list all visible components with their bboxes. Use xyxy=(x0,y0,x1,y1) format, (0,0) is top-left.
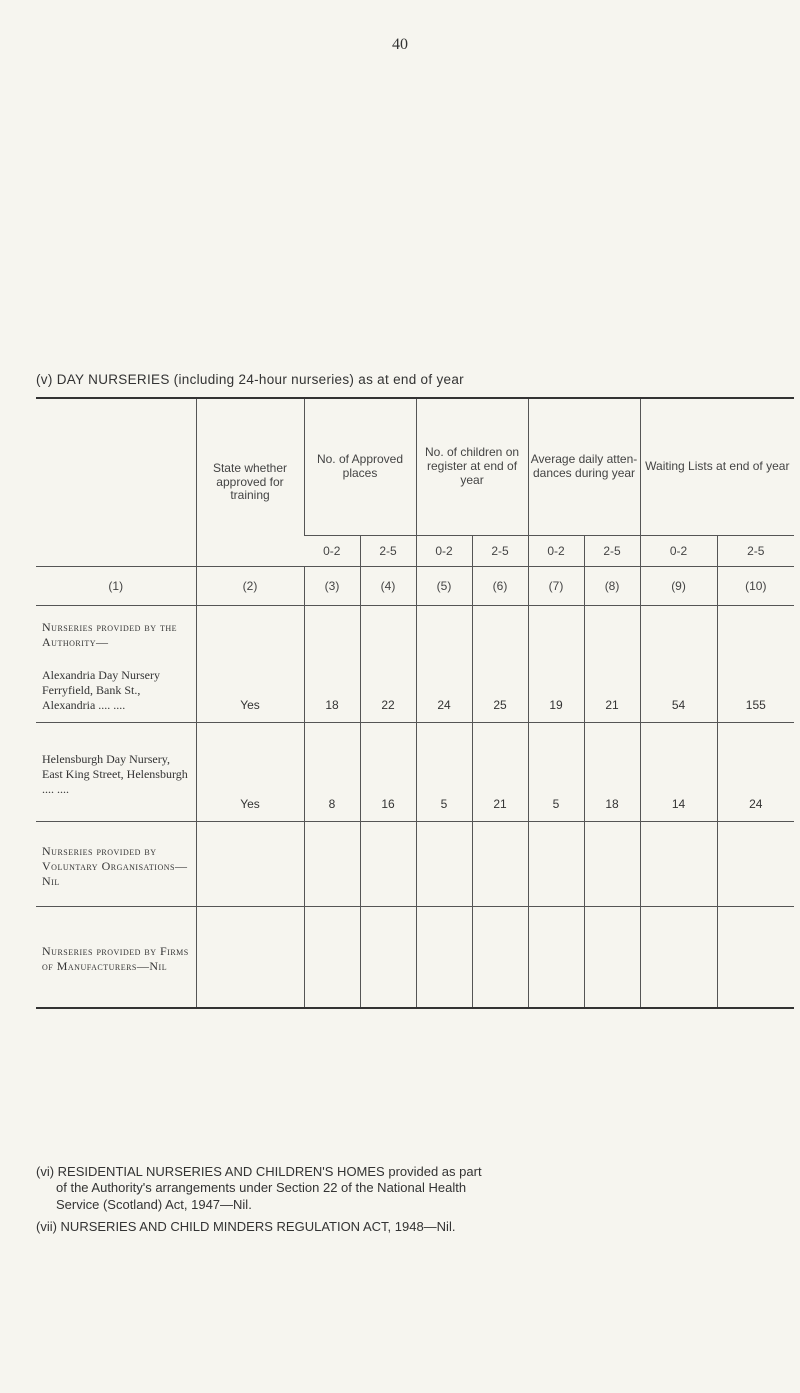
empty-cell xyxy=(472,907,528,1009)
age-header-register-0-2: 0-2 xyxy=(416,536,472,567)
approved-for-training-cell: Yes xyxy=(196,723,304,822)
empty-cell xyxy=(584,822,640,907)
attendance-0-2-cell: 5 xyxy=(528,723,584,822)
page-number: 40 xyxy=(392,36,408,53)
age-header-waiting-2-5: 2-5 xyxy=(717,536,794,567)
table-row-alexandria xyxy=(36,606,794,723)
header-waiting-lists: Waiting Lists at end of year xyxy=(640,398,794,536)
waiting-2-5-cell: 24 xyxy=(717,723,794,822)
column-number: (1) xyxy=(36,567,196,606)
waiting-0-2-cell: 54 xyxy=(640,606,717,723)
empty-cell xyxy=(416,822,472,907)
register-0-2-cell: 5 xyxy=(416,723,472,822)
empty-cell xyxy=(528,907,584,1009)
category-manufacturers-text: Nurseries provided by Firms of Manufacturers—Nil xyxy=(42,944,189,973)
empty-cell xyxy=(584,907,640,1009)
table-row-helensburgh xyxy=(36,723,794,822)
empty-cell xyxy=(416,907,472,1009)
column-number-row xyxy=(36,567,794,606)
table-row-manufacturers xyxy=(36,907,794,1009)
footnote-child-minders-act: (vii) NURSERIES AND CHILD MINDERS REGULATION ACT, 1948—Nil. xyxy=(36,1219,456,1234)
empty-cell xyxy=(360,907,416,1009)
empty-cell xyxy=(717,822,794,907)
empty-cell xyxy=(528,822,584,907)
empty-cell xyxy=(717,907,794,1009)
footnote-residential-nurseries xyxy=(36,1164,796,1213)
register-2-5-cell: 21 xyxy=(472,723,528,822)
waiting-2-5-cell: 155 xyxy=(717,606,794,723)
column-number: (4) xyxy=(360,567,416,606)
table-row-voluntary xyxy=(36,822,794,907)
category-voluntary-label xyxy=(36,822,196,907)
header-average-attendance: Average daily atten- dances during year xyxy=(528,398,640,536)
row-label-alexandria xyxy=(36,606,196,723)
age-header-places-2-5: 2-5 xyxy=(360,536,416,567)
day-nurseries-table xyxy=(36,397,794,1009)
empty-cell xyxy=(640,907,717,1009)
footnote-vi-line-3: Service (Scotland) Act, 1947—Nil. xyxy=(56,1196,252,1212)
header-approved-places: No. of Approved places xyxy=(304,398,416,536)
column-number: (5) xyxy=(416,567,472,606)
attendance-2-5-cell: 18 xyxy=(584,723,640,822)
category-voluntary-text: Nurseries provided by Voluntary Organisations—Nil xyxy=(42,843,188,888)
section-heading: (v) DAY NURSERIES (including 24-hour nurseries) as at end of year xyxy=(36,372,464,387)
places-2-5-cell: 16 xyxy=(360,723,416,822)
empty-cell xyxy=(640,822,717,907)
category-authority-label: Nurseries provided by the Authority— xyxy=(42,619,178,649)
register-2-5-cell: 25 xyxy=(472,606,528,723)
footnote-vi-line-1: (vi) RESIDENTIAL NURSERIES AND CHILDREN'S HOMES provided as part xyxy=(36,1164,482,1179)
places-2-5-cell: 22 xyxy=(360,606,416,723)
register-0-2-cell: 24 xyxy=(416,606,472,723)
header-children-on-register: No. of children on register at end of year xyxy=(416,398,528,536)
empty-cell xyxy=(304,822,360,907)
header-approved-for-training: State whether approved for training xyxy=(196,398,304,567)
column-number: (6) xyxy=(472,567,528,606)
category-manufacturers-label xyxy=(36,907,196,1009)
attendance-0-2-cell: 19 xyxy=(528,606,584,723)
column-number: (10) xyxy=(717,567,794,606)
day-nurseries-table-wrapper xyxy=(36,397,794,1009)
age-header-waiting-0-2: 0-2 xyxy=(640,536,717,567)
approved-for-training-cell: Yes xyxy=(196,606,304,723)
column-number: (7) xyxy=(528,567,584,606)
attendance-2-5-cell: 21 xyxy=(584,606,640,723)
age-header-places-0-2: 0-2 xyxy=(304,536,360,567)
column-number: (9) xyxy=(640,567,717,606)
empty-cell xyxy=(360,822,416,907)
age-header-attendance-0-2: 0-2 xyxy=(528,536,584,567)
column-number: (2) xyxy=(196,567,304,606)
empty-cell xyxy=(472,822,528,907)
places-0-2-cell: 8 xyxy=(304,723,360,822)
age-header-attendance-2-5: 2-5 xyxy=(584,536,640,567)
empty-cell xyxy=(196,822,304,907)
age-header-register-2-5: 2-5 xyxy=(472,536,528,567)
waiting-0-2-cell: 14 xyxy=(640,723,717,822)
nursery-name-helensburgh: Helensburgh Day Nursery, East King Street, Helensburgh .... .... xyxy=(36,723,196,822)
footnote-vi-line-2: of the Authority's arrangements under Section 22 of the National Health xyxy=(56,1180,467,1196)
nursery-name-alexandria: Alexandria Day Nursery Ferryfield, Bank St., Alexandria .... .... xyxy=(42,667,160,712)
empty-cell xyxy=(304,907,360,1009)
column-number: (8) xyxy=(584,567,640,606)
places-0-2-cell: 18 xyxy=(304,606,360,723)
header-blank-cell xyxy=(36,398,196,567)
column-number: (3) xyxy=(304,567,360,606)
empty-cell xyxy=(196,907,304,1009)
header-row xyxy=(36,398,794,536)
